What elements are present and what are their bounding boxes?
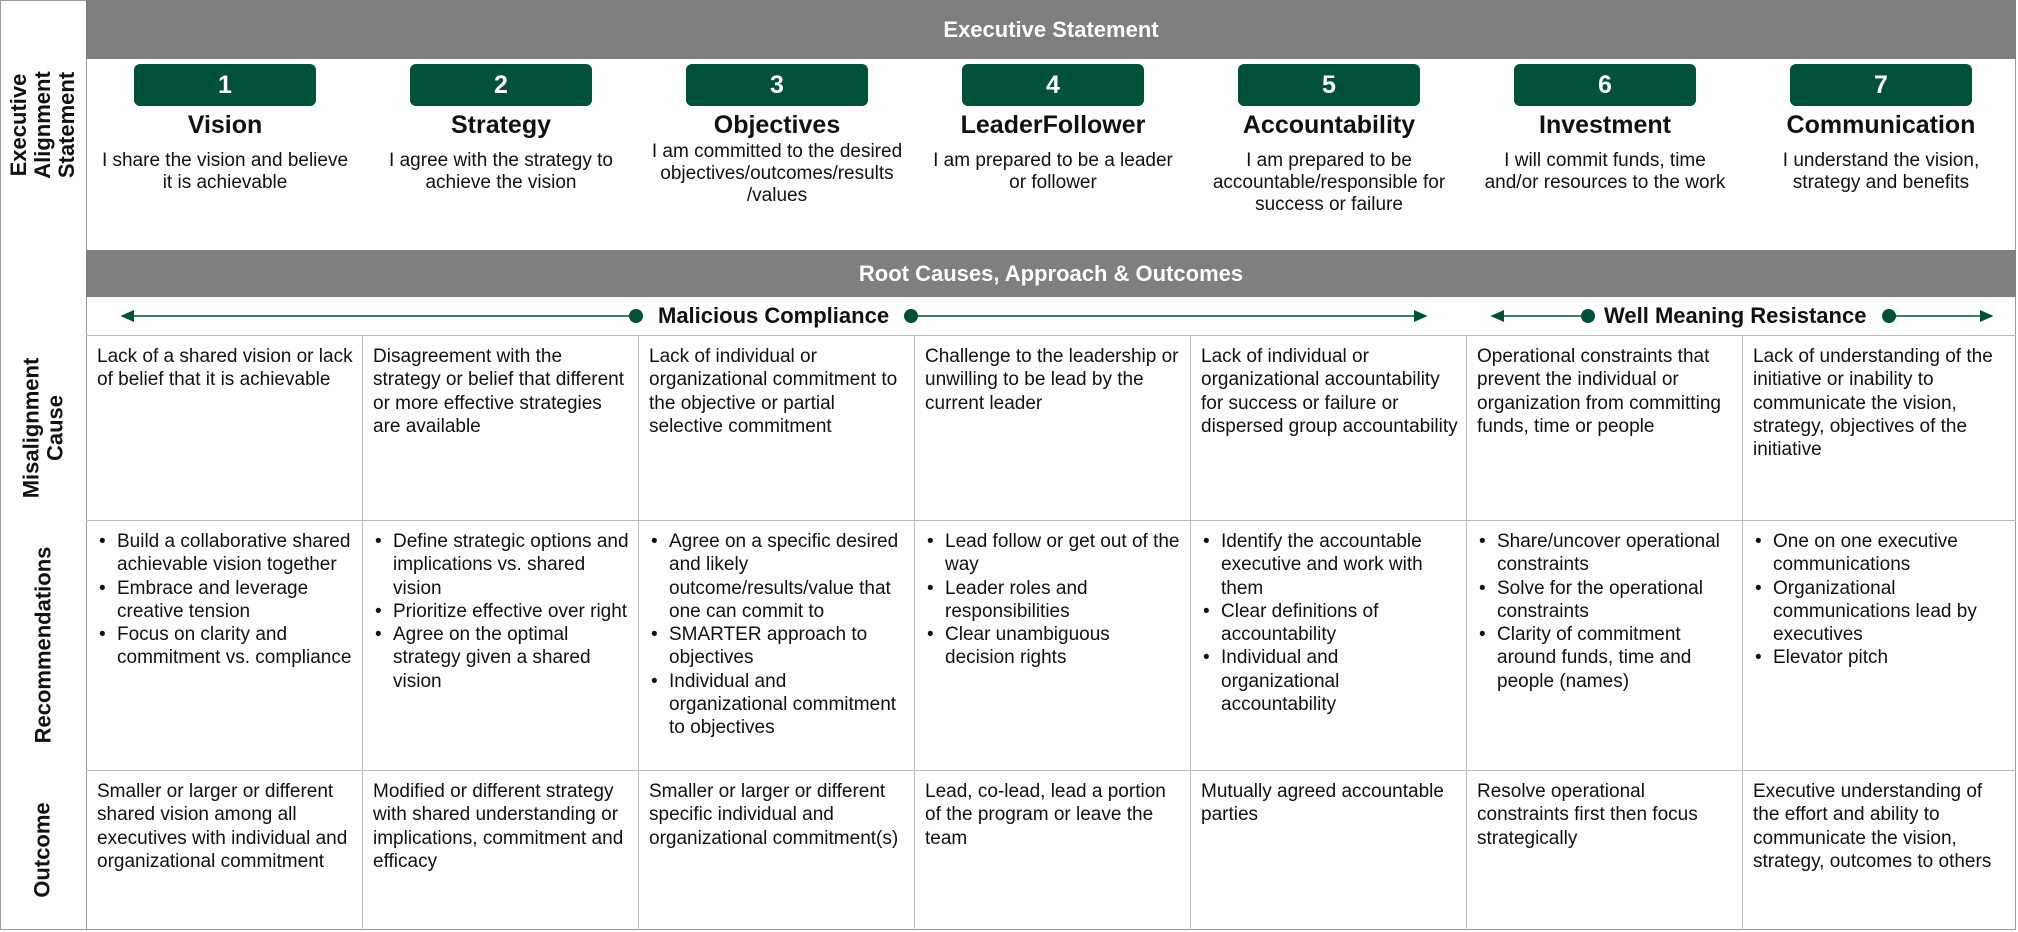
number-badge: 2 <box>410 64 592 106</box>
recommendation-item: • Individual and organizational accountability <box>1221 646 1459 716</box>
executive-alignment-label: Executive Alignment Statement <box>6 71 80 179</box>
statement-text: I share the vision and believe it is achievable <box>101 150 349 193</box>
statement-text: I am committed to the desired objectives/outcomes/results /values <box>651 141 903 206</box>
statement-title: Accountability <box>1242 111 1416 139</box>
statement-title: Investment <box>1539 111 1671 139</box>
number-badge: 5 <box>1238 64 1420 106</box>
outcome-label: Outcome <box>30 802 56 898</box>
statement-col-5 <box>1191 64 1467 216</box>
grid-line <box>86 520 2016 521</box>
grid-line <box>86 335 2016 336</box>
number-badge: 6 <box>1514 64 1696 106</box>
recommendation-item: • One on one executive communications <box>1773 530 2011 577</box>
number-badge: 3 <box>686 64 868 106</box>
recommendations-cell <box>639 522 915 770</box>
statement-col-1 <box>87 64 363 194</box>
statement-text: I am prepared to be a leader or follower <box>933 150 1173 193</box>
recommendation-item: • Individual and organizational commitment to objectives <box>669 670 907 740</box>
malicious-compliance-label: Malicious Compliance <box>652 303 895 329</box>
recommendation-item: • Solve for the operational constraints <box>1497 577 1735 624</box>
statement-col-2 <box>363 64 639 194</box>
recommendation-item: • SMARTER approach to objectives <box>669 623 907 670</box>
recommendations-cell <box>1743 522 2018 770</box>
recommendation-item: • Share/uncover operational constraints <box>1497 530 1735 577</box>
recommendation-item: • Focus on clarity and commitment vs. compliance <box>117 623 355 670</box>
cause-cell: Challenge to the leadership or unwilling to be lead by the current leader <box>925 346 1179 414</box>
recommendations-label: Recommendations <box>30 546 56 744</box>
statement-col-4 <box>915 64 1191 194</box>
executive-statement-banner: Executive Statement <box>86 0 2016 59</box>
recommendations-cell <box>1467 522 1743 770</box>
outcome-cell: Mutually agreed accountable parties <box>1201 781 1444 826</box>
recommendations-cell <box>87 522 363 770</box>
statement-title: Strategy <box>450 111 552 139</box>
number-badge: 1 <box>134 64 316 106</box>
statement-text: I agree with the strategy to achieve the vision <box>389 150 613 193</box>
recommendation-item: • Define strategic options and implications vs. shared vision <box>393 530 631 600</box>
statement-col-3 <box>639 64 915 207</box>
cause-cell: Lack of understanding of the initiative or inability to communicate the vision, strategy, objectives of the initiative <box>1753 346 1993 461</box>
misalignment-cause-label: Misalignment Cause <box>18 357 68 498</box>
statement-title: Communication <box>1786 111 1976 139</box>
recommendation-item: • Prioritize effective over right <box>393 600 631 623</box>
outcome-cell: Modified or different strategy with shared understanding or implications, commitment and efficacy <box>373 781 624 872</box>
statement-title: Vision <box>187 111 263 139</box>
cause-cell: Operational constraints that prevent the individual or organization from committing funds, time or people <box>1477 346 1721 437</box>
recommendations-cell <box>915 522 1191 770</box>
cause-cell: Lack of a shared vision or lack of belief that it is achievable <box>97 346 353 391</box>
outcome-cell: Smaller or larger or different shared vision among all executives with individual and organizational commitment <box>97 781 348 872</box>
recommendation-item: • Lead follow or get out of the way <box>945 530 1183 577</box>
recommendation-item: • Embrace and leverage creative tension <box>117 577 355 624</box>
statement-title: Objectives <box>713 111 841 139</box>
root-causes-banner: Root Causes, Approach & Outcomes <box>86 250 2016 297</box>
recommendation-item: • Clarity of commitment around funds, time and people (names) <box>1497 623 1735 693</box>
recommendation-item: • Clear unambiguous decision rights <box>945 623 1183 670</box>
cause-cell: Disagreement with the strategy or belief that different or more effective strategies are available <box>373 346 625 437</box>
recommendation-item: • Build a collaborative shared achievable vision together <box>117 530 355 577</box>
well-meaning-resistance-label: Well Meaning Resistance <box>1598 303 1872 329</box>
recommendations-cell <box>363 522 639 770</box>
statement-text: I understand the vision, strategy and benefits <box>1782 150 1980 193</box>
number-badge: 7 <box>1790 64 1972 106</box>
recommendation-item: • Clear definitions of accountability <box>1221 600 1459 647</box>
malicious-left-dot <box>629 309 643 323</box>
resistance-left-dot <box>1581 309 1595 323</box>
statement-title: LeaderFollower <box>960 111 1146 139</box>
outcome-cell: Resolve operational constraints first then focus strategically <box>1477 781 1698 849</box>
recommendation-item: • Leader roles and responsibilities <box>945 577 1183 624</box>
outcome-cell: Smaller or larger or different specific individual and organizational commitment(s) <box>649 781 899 849</box>
recommendation-item: • Organizational communications lead by executives <box>1773 577 2011 647</box>
outcome-cell: Lead, co-lead, lead a portion of the program or leave the team <box>925 781 1166 849</box>
recommendation-item: • Agree on a specific desired and likely outcome/results/value that one can commit to <box>669 530 907 623</box>
cause-cell: Lack of individual or organizational accountability for success or failure or dispersed group accountability <box>1201 346 1458 437</box>
statement-text: I am prepared to be accountable/responsible for success or failure <box>1212 150 1446 215</box>
cause-cell: Lack of individual or organizational commitment to the objective or partial selective commitment <box>649 346 898 437</box>
number-badge: 4 <box>962 64 1144 106</box>
grid-line <box>86 770 2016 771</box>
outcome-cell: Executive understanding of the effort and ability to communicate the vision, strategy, outcomes to others <box>1753 781 1992 872</box>
recommendations-cell <box>1191 522 1467 770</box>
statement-col-6 <box>1467 64 1743 194</box>
statement-text: I will commit funds, time and/or resources to the work <box>1484 150 1726 193</box>
recommendation-item: • Elevator pitch <box>1773 646 2011 669</box>
statement-col-7 <box>1743 64 2018 194</box>
recommendation-item: • Agree on the optimal strategy given a shared vision <box>393 623 631 693</box>
recommendation-item: • Identify the accountable executive and work with them <box>1221 530 1459 600</box>
